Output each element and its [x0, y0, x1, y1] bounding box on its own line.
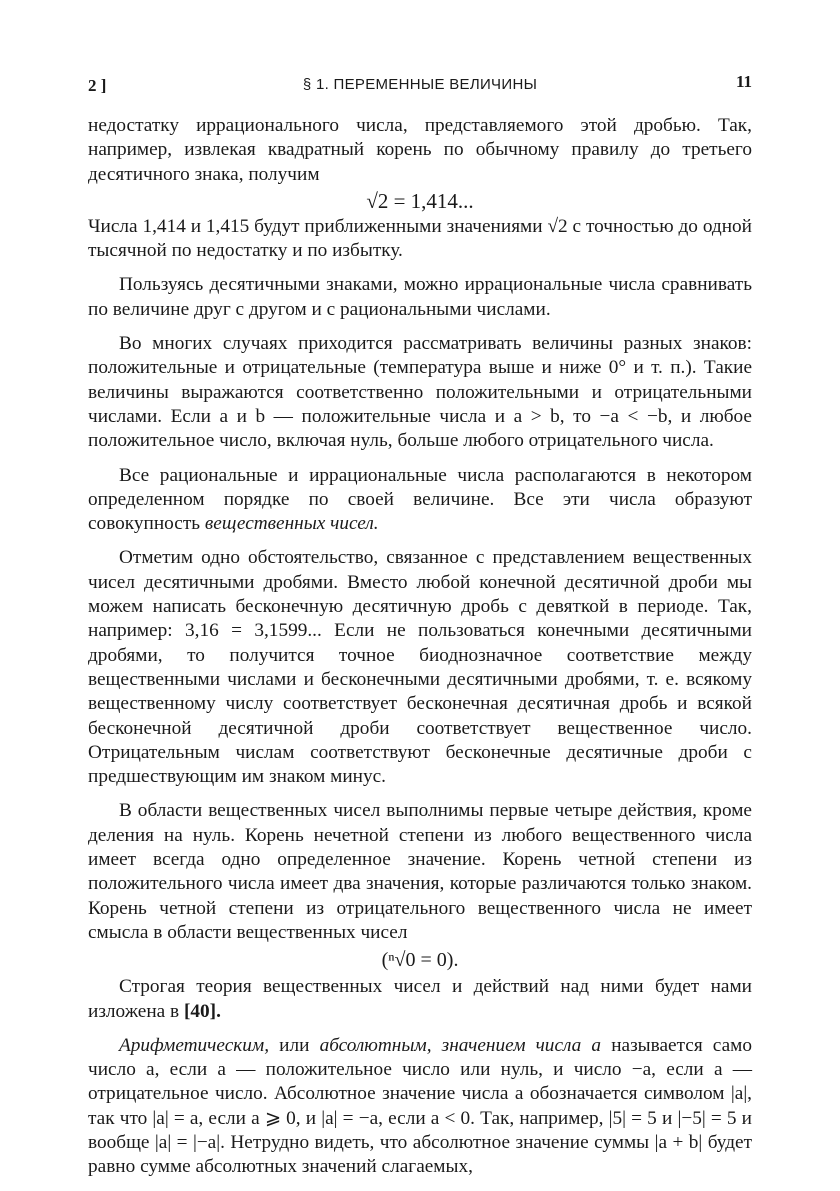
paragraph-3: Пользуясь десятичными знаками, можно иррациональные числа сравнивать по величине друг с другом и с рациональными числами.	[88, 274, 752, 320]
paragraph-7: В области вещественных чисел выполнимы первые четыре действия, кроме деления на нуль. Корень нечетной степени из любого вещественного числа имеет всегда одно определенное значение. Корень четной степени из положительного числа имеет два значения, которые различаются только знаком. Корень четной степени из отрицательного вещественного числа не имеет смысла в области вещественных чисел	[88, 800, 752, 943]
word-or: или	[279, 1034, 310, 1056]
term-real-numbers: вещественных чисел.	[204, 513, 379, 535]
page-body	[88, 114, 752, 1180]
section-marker: 2 ]	[88, 76, 107, 95]
running-title: § 1. ПЕРЕМЕННЫЕ ВЕЛИЧИНЫ	[302, 76, 538, 93]
term-arithmetic: Арифметическим,	[119, 1034, 270, 1056]
paragraph-5-text: Все рациональные и иррациональные числа располагаются в некотором определенном порядке по своей величине. Все эти числа образуют совокупность	[88, 464, 752, 535]
paragraph-9-text: называется само число a, если a — положительное число или нуль, и число −a, если a — отрицательное число. Абсолютное значение числа a обозначается символом |a|, так что |a| = a, если a ⩾ 0, и |a| = −a, если a < 0. Так, например, |5| = 5 и |−5| = 5 и вообще |a| = |−a|. Нетрудно видеть, что абсолютное значение суммы |a + b| будет равно сумме абсолютных значений слагаемых,	[88, 1034, 752, 1178]
paragraph-2: Числа 1,414 и 1,415 будут приближенными значениями √2 с точностью до одной тысячной по недостатку и по избытку.	[88, 215, 752, 262]
formula-sqrt2: √2 = 1,414...	[366, 188, 474, 213]
paragraph-1: недостатку иррационального числа, представляемого этой дробью. Так, например, извлекая квадратный корень по обычному правилу до третьего десятичного знака, получим	[88, 115, 752, 185]
paragraph-6: Отметим одно обстоятельство, связанное с представлением вещественных чисел десятичными дробями. Вместо любой конечной десятичной дроби мы можем написать бесконечную десятичную дробь с девяткой в периоде. Так, например: 3,16 = 3,1599... Если не пользоваться конечными десятичными дробями, то получится точное биоднозначное соответствие между вещественными числами и бесконечными десятичными дробями, т. е. всякому вещественному числу соответствует бесконечная десятичная дробь и всякой бесконечной десятичной дроби соответствует вещественное число. Отрицательным числам соответствуют бесконечные десятичные дроби с предшествующим им знаком минус.	[88, 547, 752, 788]
paragraph-8	[88, 975, 752, 1024]
page-number: 11	[735, 72, 752, 91]
running-header	[88, 70, 752, 100]
paragraph-8-text: Строгая теория вещественных чисел и действий над ними будет нами изложена в	[88, 976, 752, 1022]
term-absolute-value: абсолютным, значением числа a	[319, 1034, 602, 1056]
formula-root-zero: (ⁿ√0 = 0).	[381, 949, 459, 972]
paragraph-9	[88, 1034, 752, 1180]
paragraph-5	[88, 464, 752, 537]
reference-40: [40].	[183, 1000, 221, 1022]
book-page	[88, 70, 752, 1180]
paragraph-4: Во многих случаях приходится рассматривать величины разных знаков: положительные и отрицательные (температура выше и ниже 0° и т. п.). Такие величины выражаются соответственно положительными и отрицательными числами. Если a и b — положительные числа и a > b, то −a < −b, и любое положительное число, включая нуль, больше любого отрицательного числа.	[88, 333, 752, 452]
